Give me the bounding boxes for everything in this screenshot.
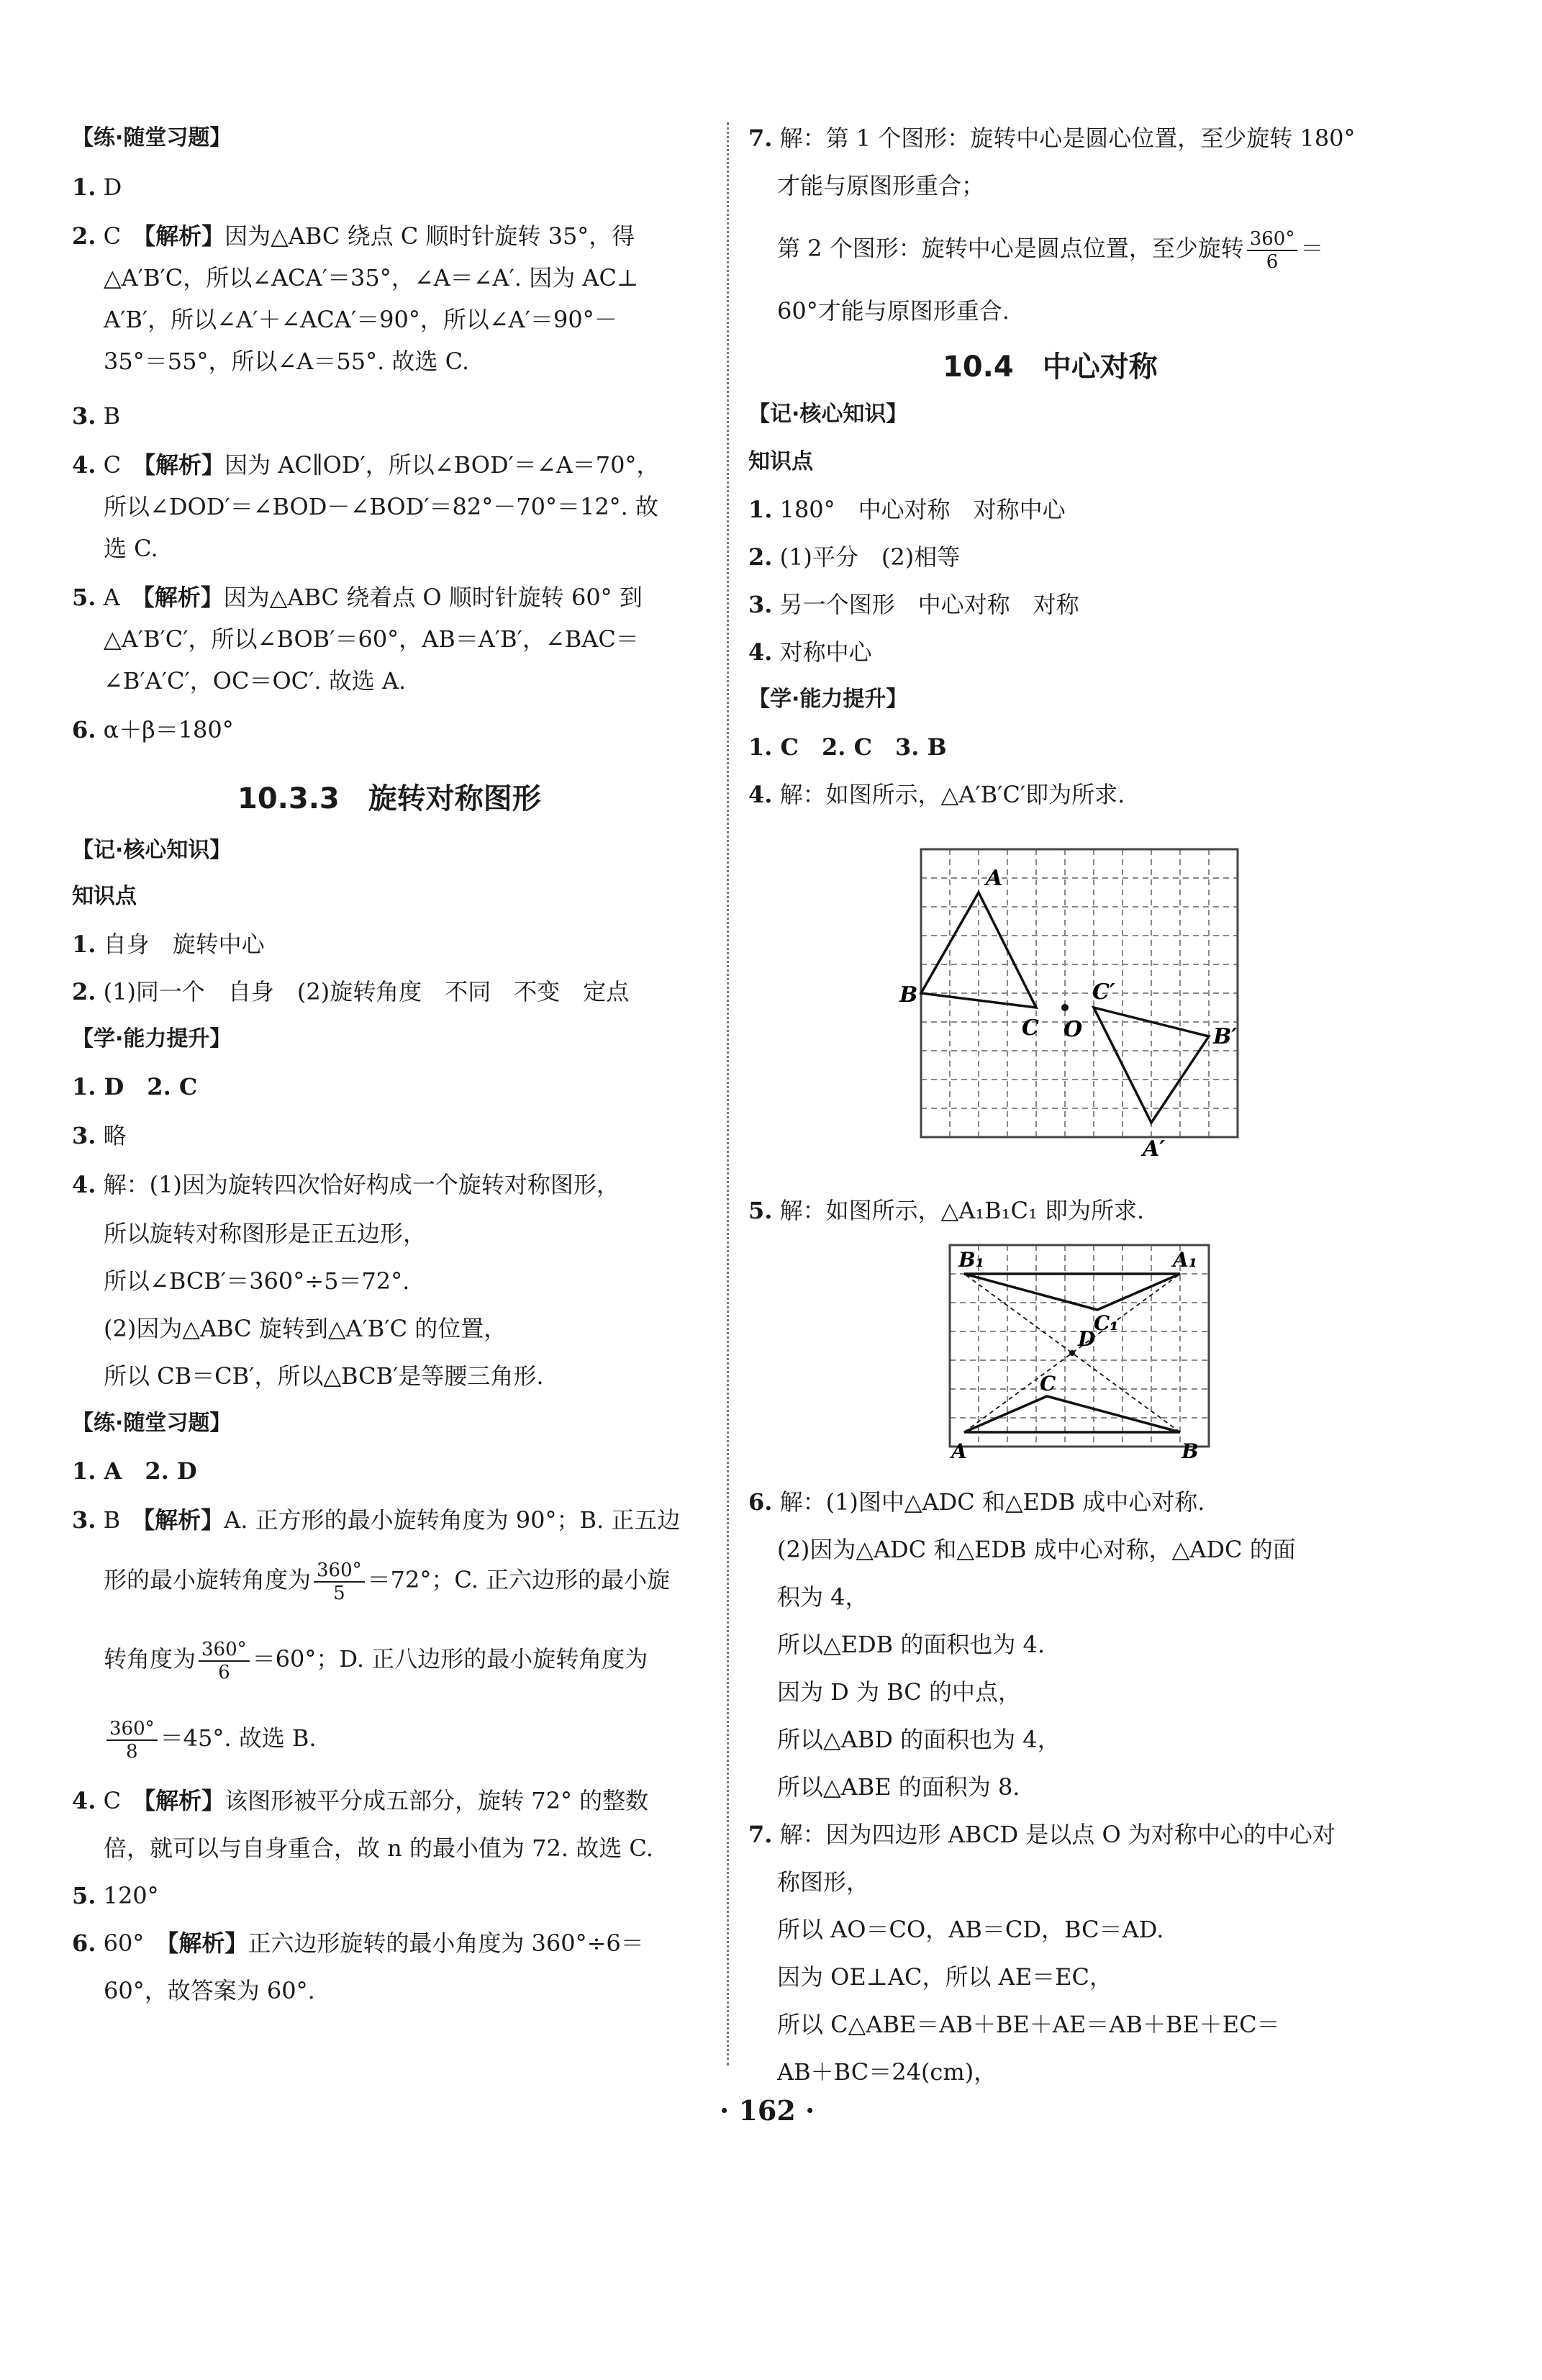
practice2-3: 3. B 【解析】A. 正方形的最小旋转角度为 90°；B. 正五边 — [72, 1506, 681, 1534]
practice2-6: 6. 60° 【解析】正六边形旋转的最小角度为 360°÷6＝ — [72, 1929, 644, 1957]
practice2-3-line: $\frac{360^\circ}{8}$ ＝45°. 故选 B. — [104, 1713, 317, 1763]
ability-7-line: AB＋BC＝24(cm)， — [777, 2058, 997, 2086]
label-C: C — [1022, 1015, 1039, 1041]
label-B: B — [1182, 1439, 1199, 1463]
fraction: $\frac{360^\circ}{8}$ — [106, 1718, 158, 1763]
label-A1: A₁ — [1173, 1248, 1197, 1272]
practice-heading: 【练·随堂习题】 — [72, 125, 232, 150]
practice2-3-line: 转角度为 $\frac{360^\circ}{6}$ ＝60°；D. 正八边形的最小旋转角度为 — [104, 1638, 648, 1683]
section-title-10-3-3: 10.3.3 旋转对称图形 — [237, 782, 541, 815]
ability-6-line: 所以△EDB 的面积也为 4. — [777, 1631, 1046, 1658]
practice2-6-line: 60°，故答案为 60°. — [104, 1977, 315, 2004]
practice2-heading: 【练·随堂习题】 — [72, 1411, 232, 1436]
label-C1: C₁ — [1094, 1311, 1119, 1335]
knowledge-3: 3. 另一个图形 中心对称 对称 — [748, 591, 1079, 618]
knowledge-2: 2. (1)平分 (2)相等 — [748, 543, 961, 571]
answer-2-line: 35°＝55°，所以∠A＝55°. 故选 C. — [104, 348, 470, 375]
knowledge-heading: 知识点 — [748, 449, 813, 474]
ability-4: 4. 解：(1)因为旋转四次恰好构成一个旋转对称图形， — [72, 1171, 620, 1198]
answer-7: 7. 解：第 1 个图形：旋转中心是圆心位置，至少旋转 180° — [748, 125, 1356, 152]
triangle-abc — [964, 1396, 1180, 1432]
label-B-prime: B′ — [1213, 1024, 1238, 1049]
answer-2-line: △A′B′C，所以∠ACA′＝35°，∠A＝∠A′. 因为 AC⊥ — [104, 264, 639, 291]
ability-heading: 【学·能力提升】 — [748, 687, 908, 712]
practice2-5: 5. 120° — [72, 1882, 159, 1909]
answer-5-line: ∠B′A′C′，OC＝OC′. 故选 A. — [104, 667, 407, 694]
fraction: $\frac{360^\circ}{6}$ — [1247, 228, 1298, 273]
ability-6-line: 所以△ABE 的面积为 8. — [777, 1773, 1020, 1801]
ability-4-line: 所以旋转对称图形是正五边形， — [104, 1220, 427, 1247]
answer-5: 5. A 【解析】因为△ABC 绕着点 O 顺时针旋转 60° 到 — [72, 584, 643, 611]
label-A-prime: A′ — [1143, 1136, 1166, 1162]
answer-5-line: △A′B′C′，所以∠BOB′＝60°，AB＝A′B′，∠BAC＝ — [104, 625, 639, 653]
column-divider — [727, 122, 729, 2065]
practice2-answers-1-2: 1. A 2. D — [72, 1457, 197, 1485]
ability-7: 7. 解：因为四边形 ABCD 是以点 O 为对称中心的中心对 — [748, 1821, 1335, 1848]
ability-6: 6. 解：(1)图中△ADC 和△EDB 成中心对称. — [748, 1488, 1205, 1516]
answer-7-line: 第 2 个图形：旋转中心是圆点位置，至少旋转 $\frac{360^\circ}{6}$ ＝ — [777, 227, 1324, 273]
ability-heading: 【学·能力提升】 — [72, 1026, 232, 1051]
knowledge-1: 1. 自身 旋转中心 — [72, 931, 265, 958]
answer-2: 2. C 【解析】因为△ABC 绕点 C 顺时针旋转 35°，得 — [72, 222, 635, 250]
label-C: C — [1040, 1372, 1056, 1395]
answer-1: 1. D — [72, 173, 122, 201]
knowledge-1: 1. 180° 中心对称 对称中心 — [748, 496, 1066, 523]
label-A: A — [986, 866, 1003, 891]
rotation-figure-1 — [899, 835, 1274, 1166]
knowledge-heading: 知识点 — [72, 884, 137, 909]
label-O: O — [1063, 1017, 1083, 1042]
ability-3: 3. 略 — [72, 1122, 127, 1149]
center-point-o — [1061, 1004, 1069, 1011]
center-point-d — [1069, 1350, 1075, 1356]
ability-7-line: 称图形， — [777, 1868, 870, 1896]
answer-4-line: 所以∠DOD′＝∠BOD－∠BOD′＝82°－70°＝12°. 故 — [104, 493, 659, 520]
ability-7-line: 所以 AO＝CO，AB＝CD，BC＝AD. — [777, 1916, 1164, 1943]
label-B: B — [899, 982, 918, 1008]
memo-heading: 【记·核心知识】 — [748, 402, 908, 427]
triangle-a1b1c1 — [964, 1274, 1180, 1310]
memo-heading: 【记·核心知识】 — [72, 838, 232, 863]
ability-4: 4. 解：如图所示，△A′B′C′即为所求. — [748, 781, 1125, 808]
answer-7-line: 60°才能与原图形重合. — [777, 297, 1010, 325]
label-D: D — [1078, 1327, 1096, 1351]
practice2-4: 4. C 【解析】该图形被平分成五部分，旋转 72° 的整数 — [72, 1787, 649, 1814]
fraction: $\frac{360^\circ}{6}$ — [199, 1639, 250, 1683]
label-B1: B₁ — [958, 1248, 984, 1272]
label-C-prime: C′ — [1092, 979, 1115, 1005]
ability-5: 5. 解：如图所示，△A₁B₁C₁ 即为所求. — [748, 1197, 1145, 1224]
answer-2-line: A′B′，所以∠A′＋∠ACA′＝90°，所以∠A′＝90°－ — [104, 306, 617, 333]
practice2-3-line: 形的最小旋转角度为 $\frac{360^\circ}{5}$ ＝72°；C. 正六边形的最小旋 — [104, 1559, 671, 1604]
ability-answers-1-3: 1. C 2. C 3. B — [748, 733, 947, 761]
ability-4-line: (2)因为△ABC 旋转到△A′B′C 的位置， — [104, 1315, 507, 1342]
answer-3: 3. B — [72, 402, 121, 430]
ability-6-line: 积为 4， — [777, 1583, 868, 1611]
answer-4-line: 选 C. — [104, 535, 158, 562]
ability-6-line: 因为 D 为 BC 的中点， — [777, 1678, 1021, 1706]
ability-4-line: 所以∠BCB′＝360°÷5＝72°. — [104, 1267, 410, 1295]
knowledge-2: 2. (1)同一个 自身 (2)旋转角度 不同 不变 定点 — [72, 978, 630, 1005]
ability-6-line: 所以△ABD 的面积也为 4， — [777, 1726, 1061, 1753]
page-number: · 162 · — [720, 2094, 815, 2127]
section-title-10-4: 10.4 中心对称 — [943, 350, 1158, 384]
ability-6-line: (2)因为△ADC 和△EDB 成中心对称，△ADC 的面 — [777, 1536, 1296, 1563]
knowledge-4: 4. 对称中心 — [748, 638, 872, 666]
ability-7-line: 所以 C△ABE＝AB＋BE＋AE＝AB＋BE＋EC＝ — [777, 2011, 1280, 2038]
answer-6: 6. α＋β＝180° — [72, 716, 234, 743]
answer-4: 4. C 【解析】因为 AC∥OD′，所以∠BOD′＝∠A＝70°， — [72, 451, 660, 479]
practice2-4-line: 倍，就可以与自身重合，故 n 的最小值为 72. 故选 C. — [104, 1834, 653, 1862]
ability-7-line: 因为 OE⊥AC，所以 AE＝EC， — [777, 1963, 1112, 1991]
rotation-figure-2 — [943, 1238, 1230, 1461]
ability-4-line: 所以 CB＝CB′，所以△BCB′是等腰三角形. — [104, 1362, 544, 1390]
answer-7-line: 才能与原图形重合； — [777, 172, 985, 199]
ability-answers-1-2: 1. D 2. C — [72, 1073, 198, 1100]
label-A: A — [951, 1439, 967, 1463]
fraction: $\frac{360^\circ}{5}$ — [314, 1560, 365, 1604]
